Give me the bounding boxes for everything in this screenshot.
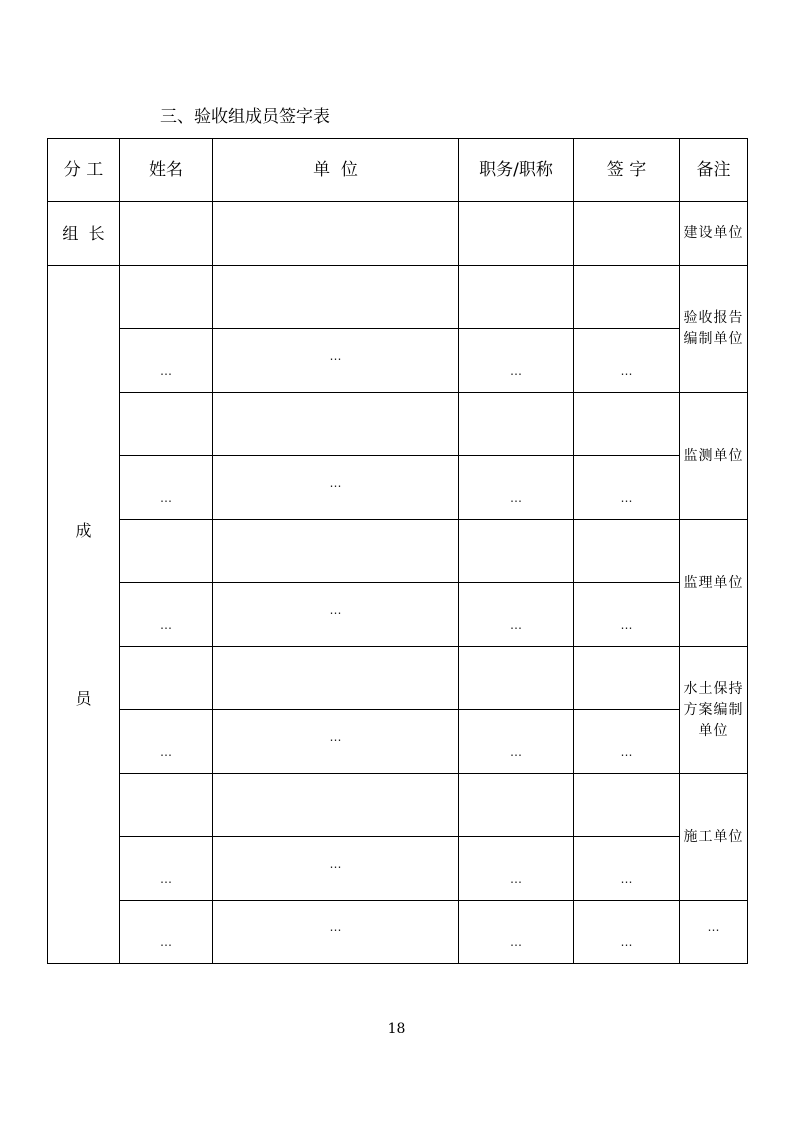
name-ellipsis: …: [120, 583, 213, 647]
signature-table: [47, 138, 748, 964]
member-unit-cell[interactable]: [213, 520, 459, 583]
name-ellipsis: …: [120, 329, 213, 393]
leader-remark: 建设单位: [680, 202, 748, 266]
header-unit: 单 位: [213, 139, 459, 202]
page-number: 18: [387, 1021, 406, 1037]
group-remark-plan: [680, 647, 748, 774]
member-signature-cell[interactable]: [574, 520, 680, 583]
position-ellipsis: …: [459, 456, 574, 520]
unit-ellipsis: …: [213, 583, 459, 647]
member-position-cell[interactable]: [459, 647, 574, 710]
group-remark-construction: [680, 774, 748, 901]
unit-ellipsis: …: [213, 901, 459, 964]
remark-ellipsis: …: [680, 901, 748, 964]
signature-ellipsis: …: [574, 837, 680, 901]
member-unit-cell[interactable]: [213, 647, 459, 710]
member-signature-cell[interactable]: [574, 774, 680, 837]
header-signature: 签 字: [574, 139, 680, 202]
members-label-cell: [48, 266, 120, 964]
table-row: [48, 774, 748, 837]
table-row: [48, 456, 748, 520]
signature-ellipsis: …: [574, 456, 680, 520]
member-unit-cell[interactable]: [213, 266, 459, 329]
remark-line: 方案编制: [683, 701, 744, 718]
table-row: [48, 393, 748, 456]
leader-role: 组 长: [48, 202, 120, 266]
unit-ellipsis: …: [213, 837, 459, 901]
signature-ellipsis: …: [574, 710, 680, 774]
table-row: [48, 901, 748, 964]
signature-ellipsis: …: [574, 901, 680, 964]
page-title: 三、验收组成员签字表: [160, 107, 330, 127]
member-position-cell[interactable]: [459, 266, 574, 329]
member-name-cell[interactable]: [120, 393, 213, 456]
member-position-cell[interactable]: [459, 520, 574, 583]
group-remark-supervision: [680, 520, 748, 647]
unit-ellipsis: …: [213, 329, 459, 393]
unit-ellipsis: …: [213, 710, 459, 774]
header-division: 分 工: [48, 139, 120, 202]
member-signature-cell[interactable]: [574, 647, 680, 710]
signature-ellipsis: …: [574, 329, 680, 393]
table-row: [48, 837, 748, 901]
table-row: [48, 520, 748, 583]
position-ellipsis: …: [459, 329, 574, 393]
table-row: [48, 329, 748, 393]
position-ellipsis: …: [459, 837, 574, 901]
remark-line: 单位: [698, 722, 729, 739]
leader-row: [48, 202, 748, 266]
position-ellipsis: …: [459, 901, 574, 964]
leader-name-cell[interactable]: [120, 202, 213, 266]
member-signature-cell[interactable]: [574, 393, 680, 456]
name-ellipsis: …: [120, 901, 213, 964]
name-ellipsis: …: [120, 456, 213, 520]
header-name: 姓名: [120, 139, 213, 202]
signature-ellipsis: …: [574, 583, 680, 647]
header-position: 职务/职称: [459, 139, 574, 202]
member-signature-cell[interactable]: [574, 266, 680, 329]
member-name-cell[interactable]: [120, 520, 213, 583]
table-row: [48, 710, 748, 774]
table-header-row: [48, 139, 748, 202]
name-ellipsis: …: [120, 837, 213, 901]
table-row: [48, 647, 748, 710]
remark-line: 水土保持: [683, 680, 744, 697]
group-remark-monitoring: [680, 393, 748, 520]
member-position-cell[interactable]: [459, 393, 574, 456]
remark-line: 编制单位: [683, 331, 744, 347]
remark-line: 施工单位: [683, 828, 744, 845]
remark-line: 监理单位: [683, 574, 744, 591]
remark-line: 验收报告: [683, 310, 744, 326]
member-unit-cell[interactable]: [213, 774, 459, 837]
remark-line: 监测单位: [683, 447, 744, 464]
leader-position-cell[interactable]: [459, 202, 574, 266]
member-unit-cell[interactable]: [213, 393, 459, 456]
group-remark-report: [680, 266, 748, 393]
table-row: [48, 266, 748, 329]
header-remarks: 备注: [680, 139, 748, 202]
member-name-cell[interactable]: [120, 647, 213, 710]
members-label-bottom: 员: [75, 688, 92, 708]
unit-ellipsis: …: [213, 456, 459, 520]
position-ellipsis: …: [459, 710, 574, 774]
member-name-cell[interactable]: [120, 774, 213, 837]
position-ellipsis: …: [459, 583, 574, 647]
member-name-cell[interactable]: [120, 266, 213, 329]
leader-unit-cell[interactable]: [213, 202, 459, 266]
leader-signature-cell[interactable]: [574, 202, 680, 266]
table-row: [48, 583, 748, 647]
members-label-top: 成: [75, 520, 92, 540]
member-position-cell[interactable]: [459, 774, 574, 837]
name-ellipsis: …: [120, 710, 213, 774]
